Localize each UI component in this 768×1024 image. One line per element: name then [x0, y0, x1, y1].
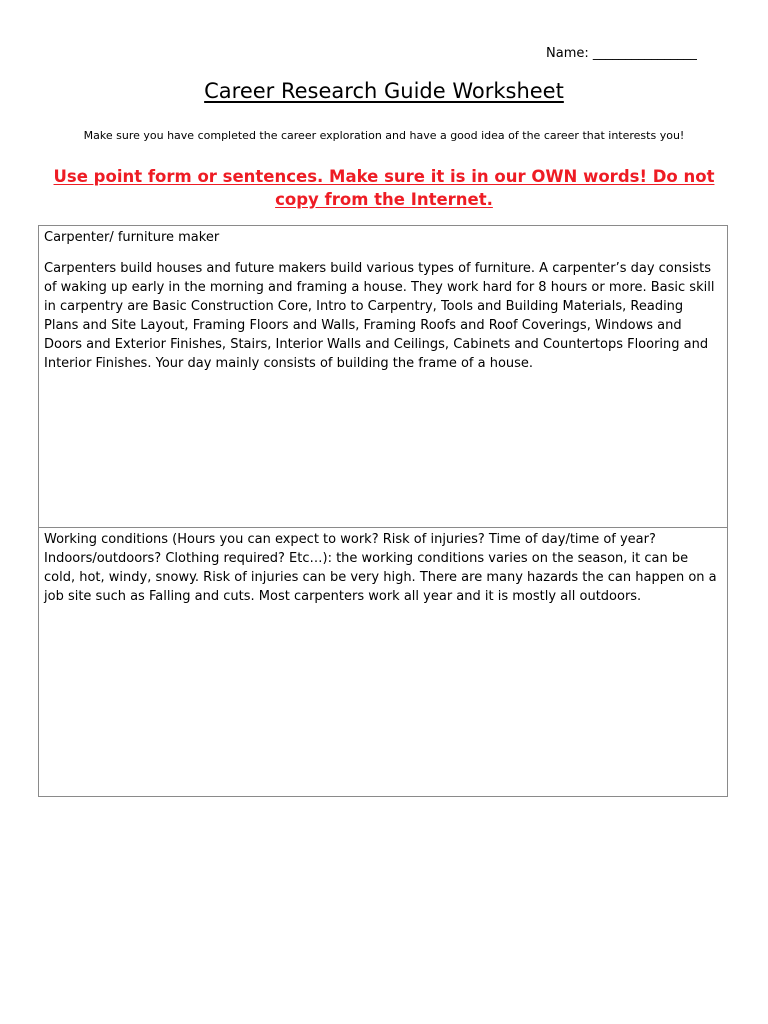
working-conditions-text: Working conditions (Hours you can expect to work? Risk of injuries? Time of day/time of year? Indoors/outdoors? Clothing required? Etc…): the working conditions varies on the season, it can be cold, hot, windy, snowy. Risk of injuries can be very high. There are many hazards the can happen on a job site such as Falling and cuts. Most carpenters work all year and it is mostly all outdoors.: [44, 532, 717, 604]
working-conditions-box: [38, 527, 728, 797]
warning-instruction: Use point form or sentences. Make sure it is in our OWN words! Do not copy from the Internet.: [53, 167, 715, 209]
intro-instruction: Make sure you have completed the career exploration and have a good idea of the career that interests you!: [83, 129, 685, 142]
page-title: Career Research Guide Worksheet: [204, 79, 564, 103]
career-description-box: [38, 225, 728, 528]
career-description-text: Carpenters build houses and future makers build various types of furniture. A carpenter’s day consists of waking up early in the morning and framing a house. They work hard for 8 hours or more. Basic skill in carpentry are Basic Construction Core, Intro to Carpentry, Tools and Building Materials, Reading Plans and Site Layout, Framing Floors and Walls, Framing Roofs and Roof Coverings, Windows and Doors and Exterior Finishes, Stairs, Interior Walls and Ceilings, Cabinets and Countertops Flooring and Interior Finishes. Your day mainly consists of building the frame of a house.: [44, 261, 715, 371]
career-heading: Carpenter/ furniture maker: [44, 230, 220, 245]
name-field-label: Name: ________________: [546, 46, 697, 61]
